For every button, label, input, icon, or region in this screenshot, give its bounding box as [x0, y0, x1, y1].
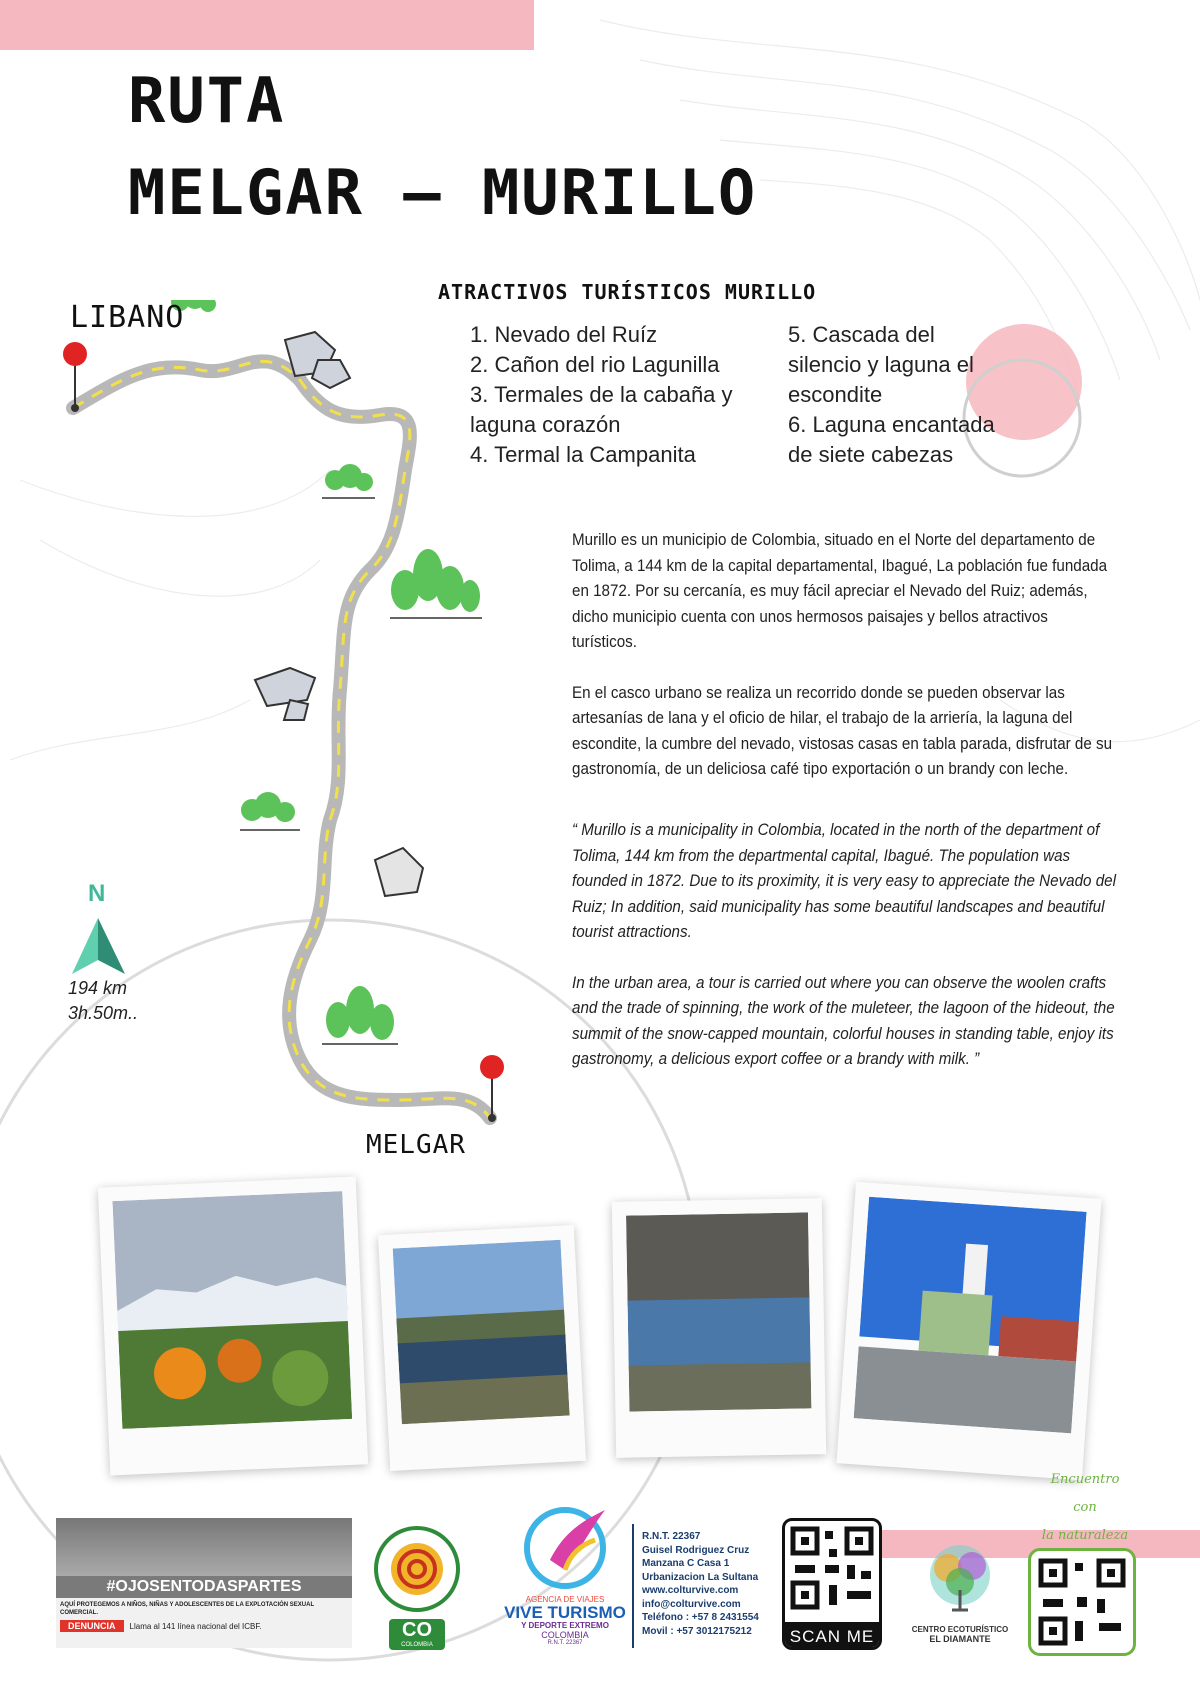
contact-line[interactable]: www.colturvive.com	[642, 1585, 739, 1596]
north-label: N	[88, 880, 106, 907]
campaign-phone: Llama al 141 línea nacional del ICBF.	[129, 1621, 262, 1631]
contact-line: Teléfono : +57 8 2431554	[642, 1612, 759, 1623]
attraction-item: 1. Nevado del Ruíz	[470, 322, 658, 347]
attraction-item: 6. Laguna encantada de siete cabezas	[788, 412, 995, 467]
qr-code-icon	[785, 1521, 879, 1617]
photo-church	[836, 1182, 1101, 1480]
start-city-label: LIBANO	[70, 300, 185, 335]
qr-code-scan[interactable]	[782, 1518, 882, 1650]
contact-line[interactable]: info@colturvive.com	[642, 1598, 741, 1610]
photo-laguna	[378, 1225, 586, 1471]
description-paragraph: En el casco urbano se realiza un recorrido donde se pueden observar las artesanías de lana y el oficio de hilar, el trabajo de la arriería, la laguna del escondite, la cumbre del nevado, vistosas casas en tabla parada, disfrutar de su gastronomía, de un deliciosa café tipo exportación o un brandy con leche.	[572, 683, 1113, 778]
page-title	[128, 55, 757, 239]
agency-logo	[500, 1500, 630, 1655]
agency-line-4: COLOMBIA	[541, 1630, 589, 1640]
tree-of-life-icon	[910, 1530, 1010, 1620]
description-spanish	[572, 528, 1117, 808]
end-city-label: MELGAR	[366, 1130, 466, 1160]
scan-me-label: SCAN ME	[785, 1622, 879, 1650]
tagline-line: Encuentro	[1050, 1472, 1120, 1487]
contact-line: Manzana C Casa 1	[642, 1558, 730, 1569]
tagline-line: la naturaleza	[1041, 1528, 1129, 1543]
denuncia-badge: DENUNCIA	[60, 1620, 124, 1632]
campaign-text: AQUÍ PROTEGEMOS A NIÑOS, NIÑAS Y ADOLESCENTES DE LA EXPLOTACIÓN SEXUAL COMERCIAL.	[60, 1602, 315, 1616]
contact-line: Movil : +57 3012175212	[642, 1625, 752, 1637]
campaign-banner	[56, 1518, 352, 1648]
contact-line: Urbanizacion La Sultana	[642, 1571, 759, 1583]
description-paragraph: “ Murillo is a municipality in Colombia, located in the north of the department of Tolima, 144 km from the departmental capital, Ibagué. The population was founded in 1872. Due to its proximity, it is very easy to appreciate the Nevado del Ruiz; In addition, said municipality has some beautiful landscapes and beautiful tourist attractions.	[572, 821, 1116, 941]
description-english	[572, 818, 1117, 1098]
route-info	[68, 976, 138, 1026]
photo-nevado	[98, 1177, 368, 1476]
route-distance: 194 km	[68, 978, 128, 998]
contact-line: Guisel Rodriguez Cruz	[642, 1544, 750, 1556]
centro-ecoturistico-logo	[910, 1530, 1010, 1648]
tree-icon	[322, 464, 375, 498]
campaign-eyes-image	[56, 1518, 352, 1576]
tree-icon	[390, 549, 482, 618]
route-duration: 3h.50m..	[68, 1003, 139, 1023]
rock-icon	[255, 668, 315, 720]
north-arrow-icon	[70, 916, 130, 976]
contact-info	[642, 1530, 759, 1638]
co-quality-logo	[374, 1526, 460, 1650]
centro-line-2: EL DIAMANTE	[929, 1634, 991, 1644]
attractions-title: ATRACTIVOS TURÍSTICOS MURILLO	[438, 280, 817, 304]
contact-divider	[632, 1524, 634, 1648]
title-line-2: MELGAR – MURILLO	[128, 156, 758, 229]
centro-line-1: CENTRO ECOTURÍSTICO	[911, 1625, 1009, 1634]
attractions-list-2	[788, 320, 998, 470]
agency-line-3: Y DEPORTE EXTREMO	[521, 1621, 609, 1630]
qr-code-icon	[1031, 1551, 1133, 1653]
encuentro-tagline	[1040, 1466, 1130, 1550]
tagline-line: con	[1073, 1500, 1097, 1515]
campaign-hashtag: #OJOSENTODASPARTES	[56, 1576, 352, 1598]
agency-rnt: R.N.T. 22367	[547, 1640, 583, 1646]
top-accent-bar	[0, 0, 534, 50]
co-mark: CO	[402, 1619, 432, 1641]
description-paragraph: In the urban area, a tour is carried out where you can observe the woolen crafts and the trade of spinning, the work of the muleteer, the lagoon of the hideout, the summit of the snow-capped mountain, colorful houses in standing table, enjoy its gastronomy, a delicious export coffee or a brandy with milk. ”	[572, 973, 1115, 1068]
spiral-icon	[374, 1526, 460, 1612]
attraction-item: 3. Termales de la cabaña y laguna corazón	[470, 382, 733, 437]
hummingbird-icon	[510, 1500, 620, 1590]
qr-code-second[interactable]	[1028, 1548, 1136, 1656]
co-country: COLOMBIA	[401, 1642, 433, 1648]
attractions-list-1	[470, 320, 770, 470]
attraction-item: 5. Cascada del silencio y laguna el escondite	[788, 322, 974, 407]
title-line-1: RUTA	[128, 64, 286, 137]
rock-icon	[375, 848, 423, 896]
attraction-item: 4. Termal la Campanita	[470, 442, 696, 467]
agency-line-1: AGENCIA DE VIAJES	[525, 1595, 605, 1604]
agency-line-2: VIVE TURISMO	[504, 1603, 626, 1622]
attraction-item: 2. Cañon del rio Lagunilla	[470, 352, 720, 377]
contact-line: R.N.T. 22367	[642, 1531, 701, 1542]
tree-icon	[322, 986, 398, 1044]
description-paragraph: Murillo es un municipio de Colombia, situado en el Norte del departamento de Tolima, a 144 km de la capital departamental, Ibagué, La población fue fundada en 1872. Por su cercanía, es muy fácil apreciar el Nevado del Ruiz; además, dicho municipio cuenta con unos hermosos paisajes y bellos atractivos turísticos.	[572, 531, 1108, 651]
tree-icon	[240, 792, 300, 830]
photo-lake	[612, 1198, 826, 1458]
